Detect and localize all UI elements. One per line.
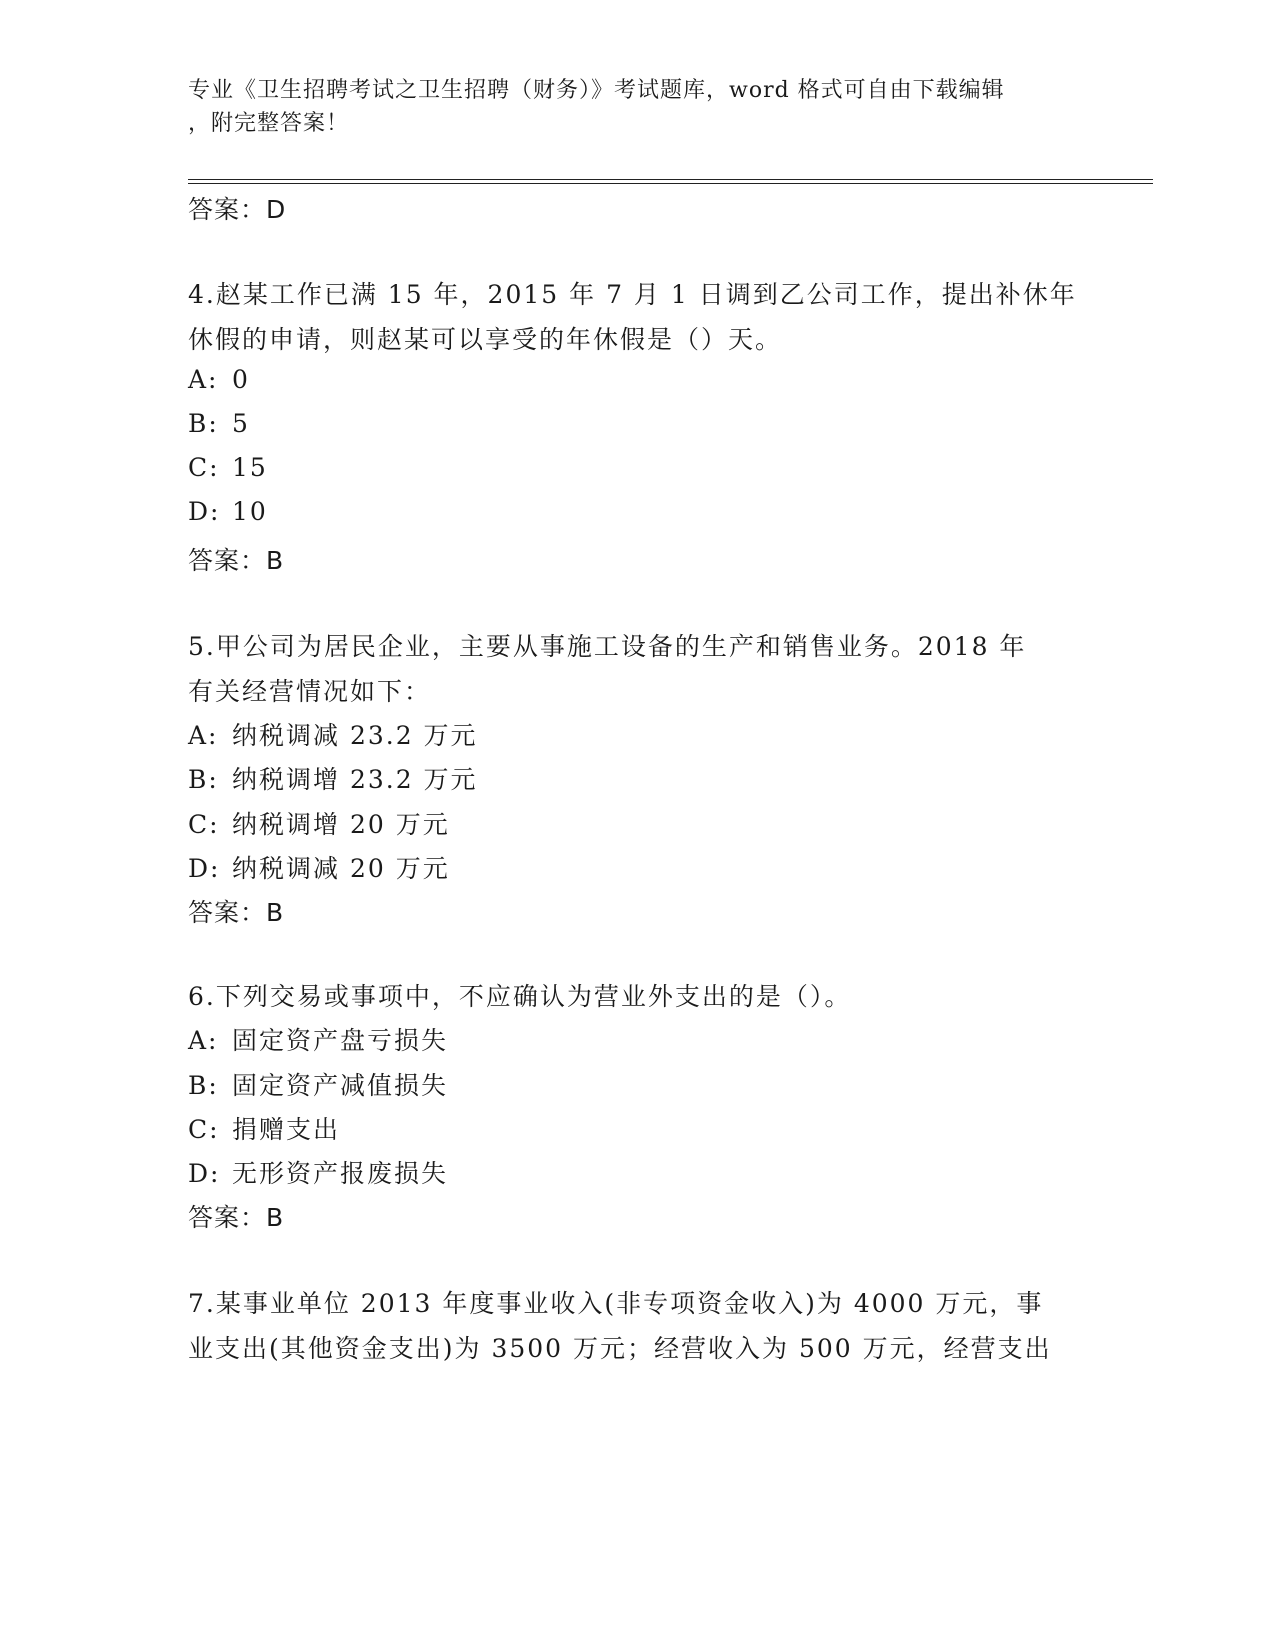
- option-text: 0: [232, 365, 250, 394]
- option-letter: A:: [188, 721, 219, 750]
- q5-option-b: [188, 760, 478, 796]
- q4-answer: 答案：B: [188, 546, 285, 575]
- option-text: 纳税调减 23.2 万元: [232, 721, 478, 750]
- header-rule-top: [188, 179, 1153, 180]
- q6-option-b: [188, 1066, 448, 1102]
- document-header: [188, 74, 1088, 140]
- q7-stem-line-2: 业支出(其他资金支出)为 3500 万元；经营收入为 500 万元，经营支出: [188, 1334, 1052, 1363]
- option-text: 纳税调减 20 万元: [232, 854, 450, 883]
- q4-option-a: [188, 365, 250, 394]
- q4-option-d: [188, 497, 268, 526]
- q5-answer: 答案：B: [188, 898, 285, 927]
- option-letter: A:: [188, 365, 219, 394]
- q5-option-d: [188, 849, 450, 885]
- q4-stem-line-2: 休假的申请，则赵某可以享受的年休假是（）天。: [188, 325, 783, 354]
- q6-option-c: [188, 1110, 340, 1146]
- option-letter: C:: [188, 453, 220, 482]
- option-letter: B:: [188, 765, 219, 794]
- option-text: 15: [232, 453, 268, 482]
- option-text: 5: [232, 409, 250, 438]
- option-letter: D:: [188, 497, 221, 526]
- q5-option-c: [188, 805, 450, 841]
- q5-stem-line-1: 5.甲公司为居民企业，主要从事施工设备的生产和销售业务。2018 年: [188, 632, 1027, 661]
- option-text: 纳税调增 23.2 万元: [232, 765, 478, 794]
- option-text: 固定资产减值损失: [232, 1071, 449, 1100]
- option-text: 无形资产报废损失: [232, 1159, 449, 1188]
- option-letter: B:: [188, 409, 219, 438]
- header-line-1: 专业《卫生招聘考试之卫生招聘（财务）》考试题库，word 格式可自由下载编辑: [188, 78, 1005, 103]
- option-text: 捐赠支出: [232, 1115, 341, 1144]
- header-line-2: ，附完整答案！: [188, 111, 350, 136]
- option-text: 纳税调增 20 万元: [232, 810, 450, 839]
- option-letter: D:: [188, 854, 221, 883]
- q6-option-a: [188, 1021, 448, 1057]
- q5-option-a: [188, 716, 478, 752]
- option-letter: C:: [188, 810, 220, 839]
- q7-stem-line-1: 7.某事业单位 2013 年度事业收入(非专项资金收入)为 4000 万元，事: [188, 1289, 1044, 1318]
- header-rule-bottom: [188, 183, 1153, 184]
- q5-stem-line-2: 有关经营情况如下：: [188, 677, 432, 706]
- option-letter: C:: [188, 1115, 220, 1144]
- q6-answer: 答案：B: [188, 1203, 285, 1232]
- q6-stem-line-1: 6.下列交易或事项中，不应确认为营业外支出的是（）。: [188, 982, 852, 1011]
- option-letter: B:: [188, 1071, 219, 1100]
- q4-option-c: [188, 453, 268, 482]
- q4-option-b: [188, 409, 250, 438]
- option-letter: A:: [188, 1026, 219, 1055]
- option-letter: D:: [188, 1159, 221, 1188]
- option-text: 10: [232, 497, 268, 526]
- answer-prev: 答案：D: [188, 195, 287, 224]
- q6-option-d: [188, 1154, 448, 1190]
- option-text: 固定资产盘亏损失: [232, 1026, 449, 1055]
- q4-stem-line-1: 4.赵某工作已满 15 年，2015 年 7 月 1 日调到乙公司工作，提出补休年: [188, 280, 1077, 309]
